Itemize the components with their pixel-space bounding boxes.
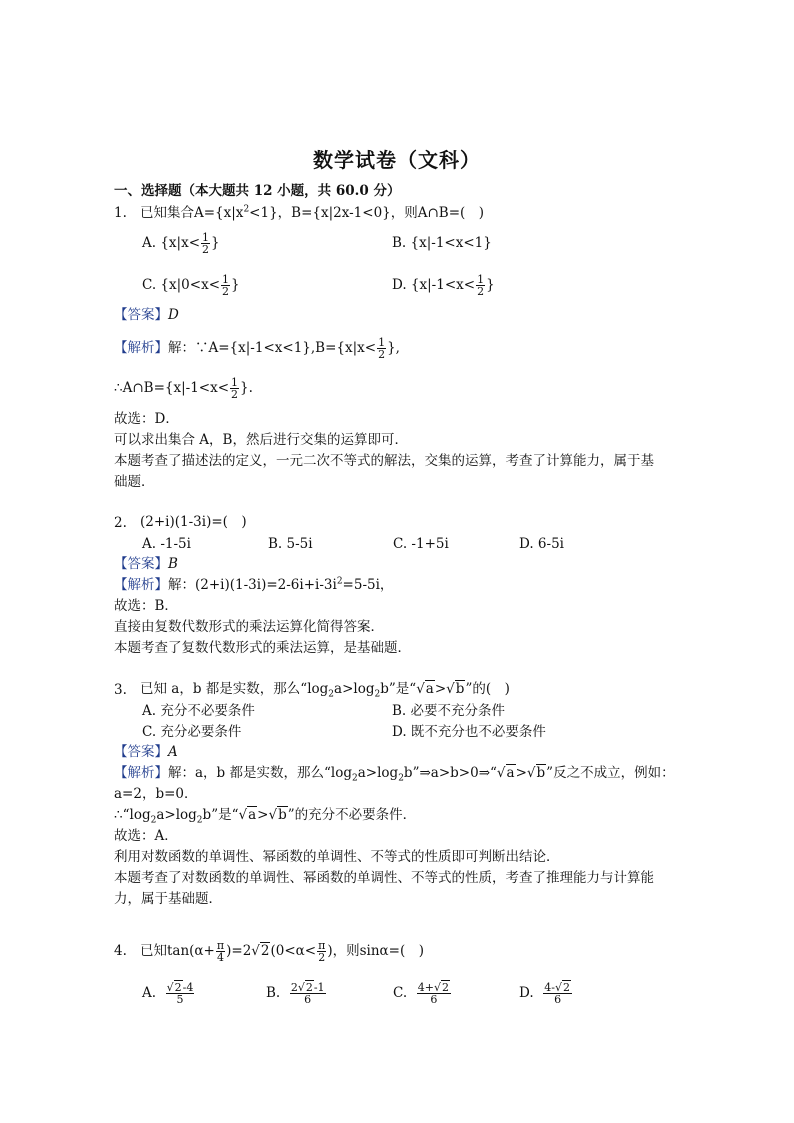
question-1-number: 1. <box>114 205 127 221</box>
q1-choice: 故选：D． <box>114 411 179 427</box>
question-3-stem: 已知 a，b 都是实数，那么“$\log_2a>\log_2b$”是“√a>√b”的( ) <box>140 681 510 700</box>
q2-answer: 【答案】B <box>114 556 178 572</box>
q1-option-d: D. {x|-1<x< $\frac{1}{2}$ } <box>392 273 495 298</box>
q4-option-d: D. $\frac{4-√2}{6}$ <box>519 981 570 1006</box>
question-4-stem: 已知tan(α+ $\frac{\pi}{4}$ )=2√2(0<α< $\frac{\pi}{2}$ )，则sinα=( ) <box>140 939 424 964</box>
q1-analysis-line1: 【解析】解：∵A={x|-1<x<1},B={x|x< $\frac{1}{2}$ }, <box>114 336 400 361</box>
section-heading: 一、选择题（本大题共 12 小题，共 60.0 分） <box>114 183 401 199</box>
q2-choice: 故选：B． <box>114 598 178 614</box>
q3-option-a: A. 充分不必要条件 <box>142 703 255 719</box>
q4-option-c: C. $\frac{4+√2}{6}$ <box>393 981 449 1006</box>
q1-note-2: 本题考查了描述法的定义，一元二次不等式的解法，交集的运算，考查了计算能力，属于基 <box>114 453 654 469</box>
q3-choice: 故选：A． <box>114 828 178 844</box>
q4-option-b: B. $\frac{2√2-1}{6}$ <box>266 981 325 1006</box>
q3-analysis-line3: $\therefore“\log_2a>\log_2b$”是“√a>√b”的充分不必要条件． <box>114 807 417 826</box>
q3-option-b: B. 必要不充分条件 <box>392 703 506 719</box>
question-4-number: 4. <box>114 943 127 959</box>
q3-note-2: 本题考查了对数函数的单调性、幂函数的单调性、不等式的性质，考查了推理能力与计算能 <box>114 870 654 886</box>
page-title: 数学试卷（文科） <box>313 148 481 172</box>
q3-analysis-line2: a=2，b=0． <box>114 786 198 802</box>
q1-analysis-line2: ∴A∩B={x|-1<x< $\frac{1}{2}$ }. <box>114 376 253 401</box>
q1-note-3: 础题． <box>114 474 155 490</box>
q1-note-1: 可以求出集合 A，B，然后进行交集的运算即可． <box>114 432 408 448</box>
q2-analysis: 【解析】解：$(2+i)(1-3i)=2-6i+i-3i^2=5-5i$， <box>114 576 394 593</box>
q1-option-b: B. {x|-1<x<1} <box>392 235 492 251</box>
question-1-stem: 已知集合$A=\{x|x^2<1\}$，B={x|2x-1<0}，则A∩B=( ) <box>140 204 485 221</box>
q4-option-a: A. $\frac{√2-4}{5}$ <box>142 981 194 1006</box>
q1-option-c: C. {x|0<x< $\frac{1}{2}$ } <box>142 273 240 298</box>
q2-note-2: 本题考查了复数代数形式的乘法运算，是基础题． <box>114 640 411 656</box>
q1-option-a: A. {x|x< $\frac{1}{2}$ } <box>142 231 220 256</box>
q3-analysis-line1: 【解析】解：a，b 都是实数，那么“$\log_2a>\log_2b”\Rightarrow a>b>0\Rightarrow“√a>√b$”反之不成立，例如： <box>114 765 675 784</box>
q2-option-c: C. -1+5i <box>393 536 449 552</box>
q3-note-1: 利用对数函数的单调性、幂函数的单调性、不等式的性质即可判断出结论． <box>114 849 560 865</box>
question-2-stem: (2+i)(1-3i)=( ) <box>140 514 247 530</box>
q3-note-3: 力，属于基础题． <box>114 891 222 907</box>
q2-option-b: B. 5-5i <box>268 536 313 552</box>
q2-option-d: D. 6-5i <box>519 536 564 552</box>
q3-answer: 【答案】A <box>114 744 178 760</box>
q3-option-c: C. 充分必要条件 <box>142 724 242 740</box>
question-2-number: 2. <box>114 515 127 531</box>
q3-option-d: D. 既不充分也不必要条件 <box>392 724 546 740</box>
q1-answer: 【答案】D <box>114 307 179 323</box>
question-3-number: 3. <box>114 682 127 698</box>
q2-option-a: A. -1-5i <box>142 536 191 552</box>
q2-note-1: 直接由复数代数形式的乘法运算化简得答案． <box>114 619 384 635</box>
